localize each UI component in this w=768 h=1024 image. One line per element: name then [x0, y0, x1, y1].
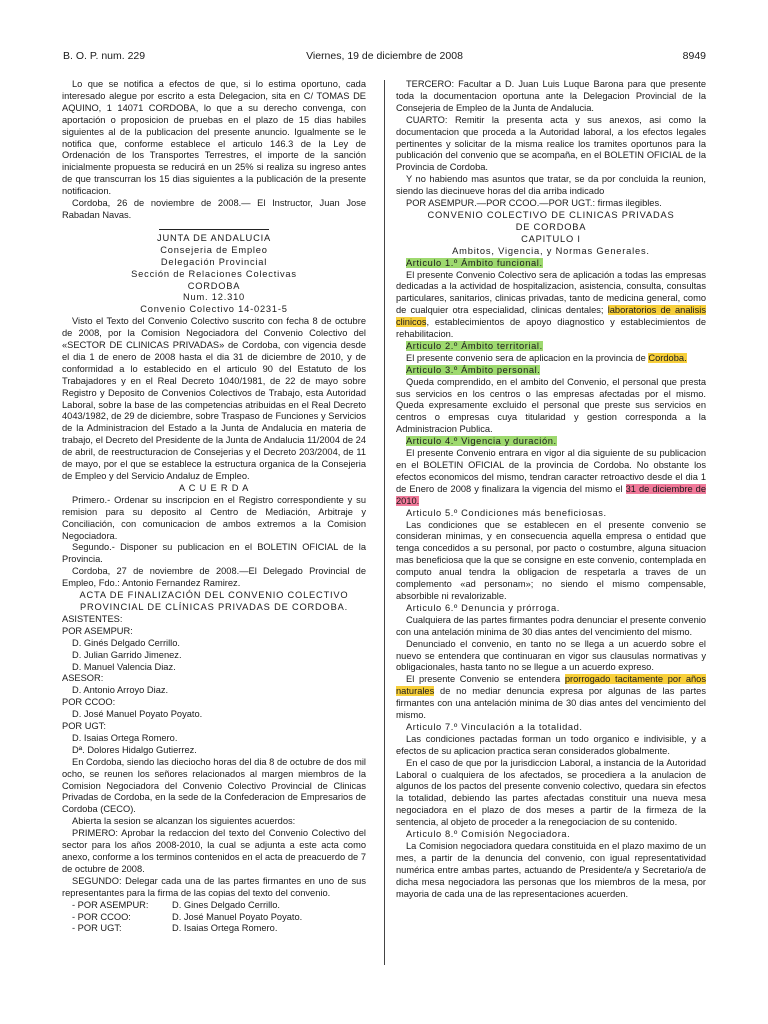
attendees-heading: ASISTENTES:	[62, 613, 123, 624]
chapter-title: CAPITULO I	[521, 233, 581, 244]
article-heading: Articulo 6.º Denuncia y prórroga.	[406, 602, 560, 613]
highlight: Articulo 1.º Ámbito funcional.	[406, 257, 543, 268]
minutes-title-line-1: ACTA DE FINALIZACIÓN DEL CONVENIO COLECTIVO	[79, 590, 349, 601]
closing-paragraph: Y no habiendo mas asuntos que tratar, se da por concluida la reunion, siendo las diecinueve horas del dia arriba indicado	[396, 174, 706, 197]
signatory-row	[62, 923, 366, 935]
article-heading	[396, 436, 706, 448]
article-heading	[396, 341, 706, 353]
department-title: Consejeria de Empleo	[160, 244, 268, 255]
delegation-title: Delegación Provincial	[160, 256, 268, 267]
minutes-title-line-2: PROVINCIAL DE CLÍNICAS PRIVADAS DE CORDOBA.	[80, 601, 348, 612]
left-column	[62, 79, 366, 935]
right-column	[396, 79, 706, 901]
institution-title: JUNTA DE ANDALUCIA	[157, 232, 271, 243]
delegate-signature: Cordoba, 27 de noviembre de 2008.—El Delegado Provincial de Empleo, Fdo.: Antonio Fernandez Ramirez.	[62, 566, 366, 589]
bulletin-number: B. O. P. num. 229	[63, 50, 146, 62]
article-body: Cualquiera de las partes firmantes podra denunciar el presente convenio con una antelación minima de 30 dias antes del vencimiento del mismo.	[396, 614, 706, 637]
second-resolution: Segundo.- Disponer su publicacion en el BOLETIN OFICIAL de la Provincia.	[62, 542, 366, 565]
section-rule	[159, 229, 269, 230]
highlight: laboratorios de analisis clinicos	[396, 305, 706, 328]
article-body: En el caso de que por la jurisdiccion Laboral, a instancia de la Autoridad Laboral o cualquiera de los afectados, se procediera a la anulacion de algunos de los pactos del presente convenio colectivo, quedara sin efectos la totalidad, debiendo las partes afectadas constituir una nueva mesa negociadora en el plazo de dos meses a partir de la firmeza de la sentencia, al objeto de proceder a la renegociacion de su contenido.	[396, 757, 706, 828]
highlight: prorrogado tacitamente por años naturales	[396, 674, 707, 697]
signatory-party: - POR UGT:	[72, 923, 122, 934]
resolution-paragraph: Visto el Texto del Convenio Colectivo suscrito con fecha 8 de octubre de 2008, por la Comision Negociadora del Convenio Colectivo del «SECTOR DE CLINICAS PRIVADAS» de Cordoba, con vigencia desde el dia 1 de enero de 2008 hasta el dia 31 de diciembre de 2010, y de conformidad a lo establecido en el articulo 90 del Estatuto de los Trabajadores y en el Real Decreto 1040/1981, de 22 de mayo sobre Registro y Deposito de Convenios Colectivos de Trabajo, esta Autoridad Laboral, sobre la base de las competencias atribuidas en el Real Decreto 4043/1982, de 29 de diciembre, sobre Traspaso de Funciones y Servicios de la Administracion del Estado a la Junta de Andalucia en materia de trabajo, el Decreto del Presidente de la Junta de Andalucia 11/2004 de 24 de abril, de reestructuracion de Consejerias y el Decreto 203/2004, de 11 de mayo, por el que se establece la estructura organica de la Consejeria de Empleo y del Servicio Andaluz de Empleo.	[62, 316, 366, 481]
highlight: 31 de diciembre de 2010.	[396, 483, 707, 506]
article-heading	[396, 258, 706, 270]
second-agreement: SEGUNDO: Delegar cada una de las partes firmantes en uno de sus representantes para la firma de las copias del texto del convenio.	[62, 875, 366, 898]
signatures-line: POR ASEMPUR.—POR CCOO.—POR UGT.: firmas ilegibles.	[406, 198, 662, 209]
article-heading: Articulo 8.º Comisión Negociadora.	[406, 829, 571, 840]
fourth-agreement: CUARTO: Remitir la presenta acta y sus anexos, asi como la documentacion que proceda a la Autoridad laboral, a los efectos legales pertinentes y solicitar de la misma realice los tramites oportunos para la publicación del convenio que se acompaña, en el BOLETIN OFICIAL de la Provincia de Cordoba.	[396, 114, 706, 173]
session-paragraph: Abierta la sesion se alcanzan los siguientes acuerdos:	[72, 816, 296, 827]
signatory-name: D. Gines Delgado Cerrillo.	[172, 899, 280, 910]
article-body: Las condiciones pactadas forman un todo organico e indivisible, y a efectos de su aplicacion practica seran considerados globalmente.	[396, 733, 706, 756]
notification-paragraph: Lo que se notifica a efectos de que, si lo estima oportuno, cada interesado alegue por escrito a esta Delegacion, sita en C/ TOMAS DE AQUINO, 1 14071 CORDOBA, lo que a su derecho convenga, con aportación o proposicion de pruebas en el plazo de 15 dias habiles siguientes al de la publicacion del presente anuncio. Igualmente se le notifica que, conforme establece el articulo 146.3 de la Ley de Ordenación de los Transportes Terrestres, el importe de la sanción inicialmente propuesta se reducirá en un 25% si realiza su ingreso antes de que transcurran los 15 dias siguientes a la publicación de la presente notificacion.	[62, 79, 366, 197]
attendees-group: POR ASEMPUR:	[62, 625, 133, 636]
first-resolution: Primero.- Ordenar su inscripcion en el Registro correspondiente y su remision para su deposito al Centro de Mediación, Arbitraje y Conciliación, con comunicacion de ambos extremos a la Comision Negociadora.	[62, 494, 366, 541]
article-body: El presente Convenio se entendera prorrogado tacitamente por años naturales de no mediar denuncia expresa por algunas de las partes firmantes con una antelación minima de 30 dias antes del vencimiento del mismo.	[396, 674, 707, 721]
attendee: D. Manuel Valencia Diaz.	[72, 661, 176, 672]
attendees-group: POR UGT:	[62, 721, 106, 732]
article-body: Queda comprendido, en el ambito del Convenio, el personal que presta sus servicios en los centros o las empresas afectadas por el mismo. Queda expresamente excluido el personal que preste sus servicios en centros o empresas cuya titularidad y gestion corresponda a la Administracion Publica.	[396, 376, 706, 435]
article-body: El presente Convenio Colectivo sera de aplicación a todas las empresas dedicadas a la actividad de hospitalizacion, asistencia, consulta, consultas particulares, sanitarios, clinicas privadas, tanto de medicina general, como de cualquier otra especialidad, clinicas dentales; laboratorios de analisis clinicos, establecimientos de apoyo diagnostico y establecimientos de rehabilitacion.	[396, 269, 706, 340]
highlight: Cordoba.	[648, 352, 687, 363]
city-title: CORDOBA	[187, 280, 241, 291]
agreement-title-line-2: DE CORDOBA	[515, 221, 587, 232]
article-heading: Articulo 7.º Vinculación a la totalidad.	[406, 721, 583, 732]
section-title: Sección de Relaciones Colectivas	[131, 268, 297, 279]
article-body: La Comision negociadora quedara constituida en el plazo maximo de un mes, a partir de la denuncia del convenio, con igual representatividad numérica entre ambas partes, actuando de Presidente/a y Secretario/a de dicha mesa negociadora las personas que los miembros de la mesa, por mayoria de cada una de las representaciones acuerden.	[396, 841, 706, 899]
instructor-signature: Cordoba, 26 de noviembre de 2008.— El Instructor, Juan Jose Rabadan Navas.	[62, 198, 366, 220]
attendee: D. Ginés Delgado Cerrillo.	[72, 637, 180, 648]
attendee: D. Isaias Ortega Romero.	[72, 732, 178, 743]
signatory-name: D. José Manuel Poyato Poyato.	[172, 911, 303, 922]
agreement-code: Convenio Colectivo 14-0231-5	[140, 304, 288, 315]
signatory-row	[62, 912, 366, 924]
meeting-paragraph: En Cordoba, siendo las dieciocho horas del dia 8 de octubre de dos mil ocho, se reunen los señores relacionados al margen miembros de la Comision Negociadora del Convenio Colectivo Provincial de Clinicas Privadas de Cordoba, en la sede de la Confederacion de Empresarios de Cordoba (CECO).	[62, 756, 366, 815]
signatory-row	[62, 900, 366, 912]
attendee: D. Antonio Arroyo Diaz.	[72, 685, 169, 696]
attendee: Dª. Dolores Hidalgo Gutierrez.	[72, 744, 197, 755]
column-divider	[384, 80, 385, 965]
acuerda-heading: A C U E R D A	[178, 482, 250, 493]
publication-date: Viernes, 19 de diciembre de 2008	[306, 50, 463, 62]
article-heading	[396, 365, 706, 377]
article-body: El presente convenio sera de aplicacion en la provincia de Cordoba.	[406, 352, 687, 363]
signatory-name: D. Isaias Ortega Romero.	[172, 923, 278, 934]
article-body: El presente Convenio entrara en vigor al dia siguiente de su publicacion en el BOLETIN OFICIAL de la provincia de Cordoba. No obstante los efectos economicos del mismo, tendran caracter retroactivo desde el dia 1 de Enero de 2008 y finalizara la vigencia del mismo el 31 de diciembre de 2010.	[396, 448, 707, 506]
page-header	[63, 50, 706, 64]
article-body: Denunciado el convenio, en tanto no se llega a un acuerdo sobre el nuevo se entendera que continuaran en vigor sus clausulas normativas y obligacionales, hasta tanto no se llegue a un acuerdo expreso.	[396, 638, 706, 673]
highlight: Articulo 3.º Ámbito personal.	[406, 364, 541, 375]
notice-number: Num. 12.310	[182, 292, 246, 303]
article-body: Las condiciones que se establecen en el presente convenio se consideran minimas, y en consecuencia aquella empresa o entidad que tenga concedidos a su personal, por pacto o costumbre, alguna situacion mas beneficiosa que la que se consigne en este convenio, contemplada en computo anual tendra la obligacion de respetarla a traves de un complemento «ad personam»; no siendo el mismo compensable, absorbible ni revalorizable.	[396, 519, 706, 601]
attendees-group: ASESOR:	[62, 673, 104, 684]
page-number: 8949	[682, 50, 706, 62]
first-agreement: PRIMERO: Aprobar la redaccion del texto del Convenio Colectivo del sector para los años 2008-2010, la cual se adjunta a este acta como anexo, conforme a los terminos contenidos en el acta de preacuerdo de 7 de octubre de 2008.	[62, 828, 366, 874]
agreement-title-line-1: CONVENIO COLECTIVO DE CLINICAS PRIVADAS	[427, 209, 675, 220]
signatory-party: - POR ASEMPUR:	[72, 899, 149, 910]
third-agreement: TERCERO: Facultar a D. Juan Luis Luque Barona para que presente toda la documentacion oportuna ante la Delegacion Provincial de la Consejeria de Empleo de la Junta de Andalucia.	[396, 79, 706, 113]
attendee: D. Julian Garrido Jimenez.	[72, 649, 182, 660]
article-heading: Articulo 5.º Condiciones más beneficiosas.	[406, 507, 607, 518]
highlight: Articulo 2.º Ámbito territorial.	[406, 340, 543, 351]
highlight: Articulo 4.º Vigencia y duración.	[406, 436, 557, 447]
signatory-party: - POR CCOO:	[72, 911, 131, 922]
attendee: D. José Manuel Poyato Poyato.	[72, 709, 203, 720]
chapter-subtitle: Ambitos, Vigencia, y Normas Generales.	[452, 245, 650, 256]
attendees-group: POR CCOO:	[62, 697, 116, 708]
